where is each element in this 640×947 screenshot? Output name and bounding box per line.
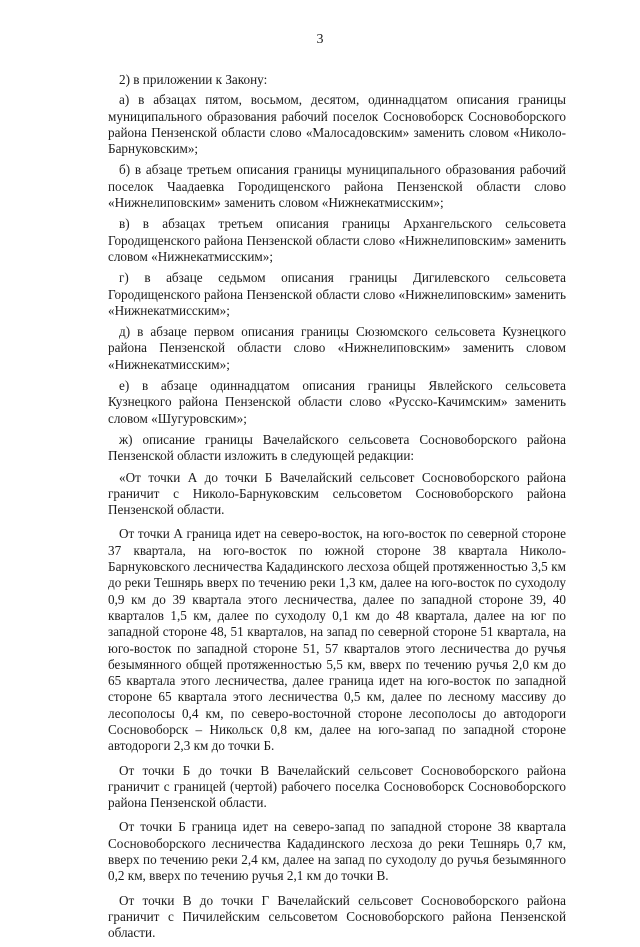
- paragraph-a: а) в абзацах пятом, восьмом, десятом, одиннадцатом описания границы муниципального образования рабочий поселок Сосновоборск Сосновоборского района Пензенской области слово «Малосадовским» заменить словом «Николо-Барнуковским»;: [108, 92, 566, 157]
- paragraph-b: б) в абзаце третьем описания границы муниципального образования рабочий поселок Чаадаевка Городищенского района Пензенской области слово «Нижнелиповским» заменить словом «Нижнекатмисским»;: [108, 162, 566, 211]
- paragraph-boundary-b-description: От точки Б граница идет на северо-запад по западной стороне 38 квартала Сосновоборского лесничества Кададинского лесхоза до реки Тешнярь 0,7 км, вверх по течению реки 2,4 км, далее на запад по суходолу до ручья безымянного 0,2 км, вверх по течению ручья 2,1 км до точки В.: [108, 819, 566, 884]
- paragraph-v: в) в абзацах третьем описания границы Архангельского сельсовета Городищенского района Пензенской области слово «Нижнелиповским» заменить словом «Нижнекатмисским»;: [108, 216, 566, 264]
- paragraph-g: г) в абзаце седьмом описания границы Дигилевского сельсовета Городищенского района Пензенской области слово «Нижнелиповским» заменить «Нижнекатмисским»;: [108, 270, 566, 318]
- paragraph-boundary-b-v: От точки Б до точки В Вачелайский сельсовет Сосновоборского района граничит с границей (чертой) рабочего поселка Сосновоборск Сосновоборского района Пензенской области.: [108, 762, 566, 811]
- paragraph-e: е) в абзаце одиннадцатом описания границы Явлейского сельсовета Кузнецкого района Пензенской области слово «Русско-Качимским» заменить словом «Шугуровским»;: [108, 378, 566, 426]
- paragraph-boundary-a-b: «От точки А до точки Б Вачелайский сельсовет Сосновоборского района граничит с Николо-Барнуковским сельсоветом Сосновоборского района Пензенской области.: [108, 469, 566, 518]
- paragraph-d: д) в абзаце первом описания границы Сюзюмского сельсовета Кузнецкого района Пензенской области слово «Нижнелиповским» заменить словом «Нижнекатмисским»;: [108, 324, 566, 372]
- paragraph-boundary-v-g: От точки В до точки Г Вачелайский сельсовет Сосновоборского района граничит с Пичилейским сельсоветом Сосновоборского района Пензенской области.: [108, 892, 566, 941]
- paragraph-item-2: 2) в приложении к Закону:: [119, 72, 268, 87]
- document-body: [108, 72, 566, 947]
- paragraph-boundary-a-description: От точки А граница идет на северо-восток, на юго-восток по северной стороне 37 квартала, на юго-восток по южной стороне 38 квартала Николо-Барнуковского лесничества Кададинского лесхоза общей протяженностью 3,5 км до реки Тешнярь вверх по течению реки 1,3 км, далее на юго-восток по суходолу 0,9 км до 39 квартала этого лесничества, далее по западной стороне 39, 40 кварталов 1,5 км, далее по суходолу 0,1 км до 48 квартала, далее на юг по западной стороне 48, 51 кварталов, на запад по северной стороне 51 квартала, на юго-восток по западной стороне 51, 57 кварталов этого лесничества до ручья безымянного общей протяженностью 5,5 км, вверх по течению ручья 2,0 км до 65 квартала этого лесничества, далее граница идет на юго-восток по западной стороне 65 квартала этого лесничества 0,5 км, далее по лесному массиву до лесополосы 0,4 км, по северо-восточной стороне лесополосы до автодороги Сосновоборск – Никольск 0,8 км, далее на юго-запад по западной стороне автодороги 2,3 км до точки Б.: [108, 526, 566, 754]
- paragraph-zh: ж) описание границы Вачелайского сельсовета Сосновоборского района Пензенской области изложить в следующей редакции:: [108, 431, 566, 464]
- page-number: 3: [316, 32, 324, 47]
